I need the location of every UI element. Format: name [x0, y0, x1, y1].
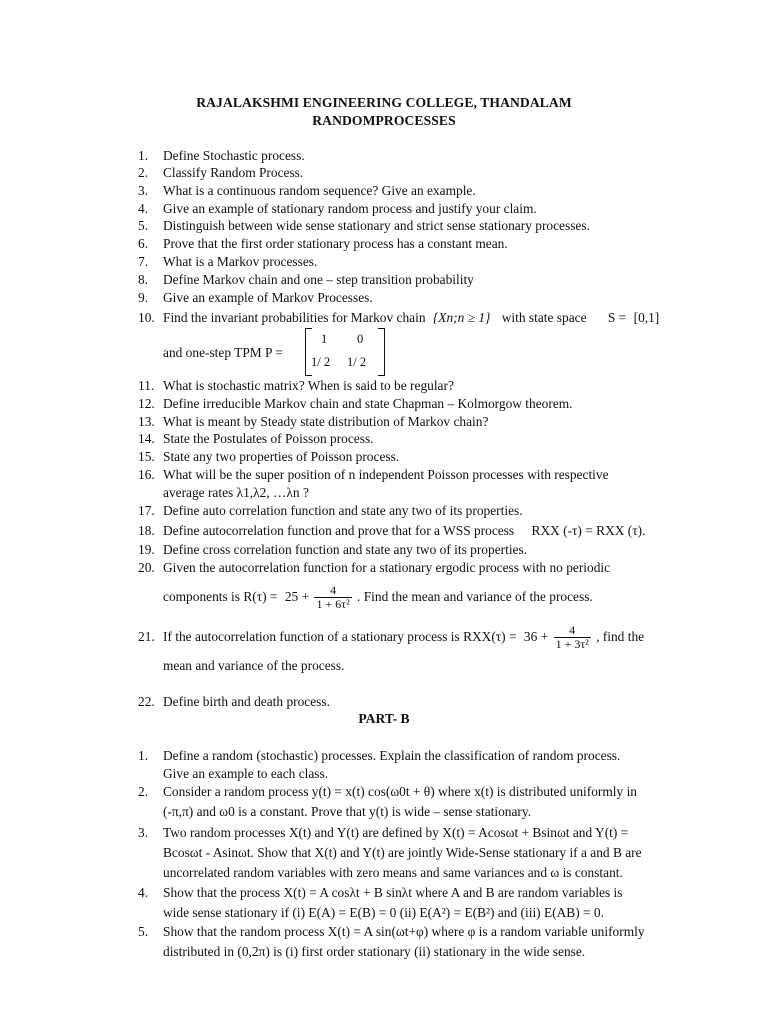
matrix-cell: 1/ 2 — [347, 355, 367, 369]
question-number: 11. — [138, 378, 155, 393]
question-number: 20. — [138, 560, 155, 575]
question-text: If the autocorrelation function of a stationary process is RXX(τ) = — [163, 629, 517, 644]
question-number: 18. — [138, 523, 155, 538]
question-number: 14. — [138, 431, 155, 446]
question-number: 12. — [138, 396, 155, 411]
question-number: 8. — [138, 272, 149, 287]
question-text: State the Postulates of Poisson process. — [163, 431, 374, 446]
state-space-label: S = — [607, 310, 627, 325]
question-number: 9. — [138, 290, 149, 305]
question-number: 4. — [138, 201, 149, 216]
question-number: 6. — [138, 236, 149, 251]
question-text-cont: . Find the mean and variance of the process. — [357, 589, 593, 604]
fraction — [314, 584, 351, 611]
question-number: 3. — [138, 183, 149, 198]
markov-set-expression: {Xn;n ≥ 1} — [432, 310, 491, 325]
question-text: Define a random (stochastic) processes. Explain the classification of random process. — [163, 748, 621, 763]
question-text: Classify Random Process. — [163, 165, 304, 180]
tpm-label: and one-step TPM P = — [163, 345, 283, 360]
fraction — [554, 624, 591, 651]
question-text: components is R(τ) = — [163, 589, 278, 604]
fraction-denominator: 1 + 3τ² — [555, 637, 589, 652]
question-text: Bcosωt - Asinωt. Show that X(t) and Y(t) are jointly Wide-Sense stationary if a and B are — [163, 845, 642, 860]
question-text: What will be the super position of n independent Poisson processes with respective — [163, 467, 609, 482]
tpm-matrix — [305, 328, 385, 376]
question-text: Distinguish between wide sense stationary and strict sense stationary processes. — [163, 218, 590, 233]
question-text-cont: , find the — [596, 629, 645, 644]
question-number: 10. — [138, 310, 155, 325]
question-text: distributed in (0,2π) is (i) first order stationary (ii) stationary in the wide sense. — [163, 944, 586, 959]
fraction-numerator: 4 — [330, 583, 337, 598]
wss-formula: RXX (-τ) = RXX (τ). — [531, 523, 646, 538]
question-text: What is meant by Steady state distribution of Markov chain? — [163, 414, 489, 429]
question-text: Define autocorrelation function and prove that for a WSS process — [163, 523, 515, 538]
question-text: Find the invariant probabilities for Markov chain — [163, 310, 426, 325]
question-text: Given the autocorrelation function for a stationary ergodic process with no periodic — [163, 560, 611, 575]
question-number: 4. — [138, 885, 149, 900]
matrix-cell: 1/ 2 — [311, 355, 331, 369]
question-text: Define Stochastic process. — [163, 148, 305, 163]
question-text: Give an example of stationary random process and justify your claim. — [163, 201, 537, 216]
question-number: 5. — [138, 218, 149, 233]
question-text: What is stochastic matrix? When is said to be regular? — [163, 378, 454, 393]
question-number: 22. — [138, 694, 155, 709]
question-number: 21. — [138, 629, 155, 644]
question-number: 2. — [138, 165, 149, 180]
matrix-cell: 0 — [357, 332, 364, 346]
part-b-heading: PART- B — [358, 711, 410, 726]
question-text: Define cross correlation function and state any two of its properties. — [163, 542, 528, 557]
question-text: Show that the process X(t) = A cosλt + B sinλt where A and B are random variables is — [163, 885, 623, 900]
question-text: What is a continuous random sequence? Give an example. — [163, 183, 476, 198]
question-text: mean and variance of the process. — [163, 658, 345, 673]
question-text: uncorrelated random variables with zero means and same variances and ω is constant. — [163, 865, 623, 880]
question-text: Give an example of Markov Processes. — [163, 290, 373, 305]
college-title: RAJALAKSHMI ENGINEERING COLLEGE, THANDALAM — [196, 95, 572, 110]
formula-constant: 25 + — [284, 589, 310, 604]
question-text: wide sense stationary if (i) E(A) = E(B) = 0 (ii) E(A²) = E(B²) and (iii) E(AB) = 0. — [163, 905, 604, 920]
question-text-cont: with state space — [501, 310, 587, 325]
matrix-cell: 1 — [321, 332, 328, 346]
question-number: 15. — [138, 449, 155, 464]
question-text: Define auto correlation function and state any two of its properties. — [163, 503, 523, 518]
question-number: 5. — [138, 924, 149, 939]
question-number: 17. — [138, 503, 155, 518]
question-text: average rates λ1,λ2, …λn ? — [163, 485, 309, 500]
question-text: Define Markov chain and one – step transition probability — [163, 272, 474, 287]
matrix-right-bracket — [378, 328, 385, 376]
question-number: 16. — [138, 467, 155, 482]
question-text: Define irreducible Markov chain and state Chapman – Kolmorgow theorem. — [163, 396, 573, 411]
question-number: 19. — [138, 542, 155, 557]
question-number: 2. — [138, 784, 149, 799]
question-text: Define birth and death process. — [163, 694, 330, 709]
state-space-value: [0,1] — [633, 310, 660, 325]
fraction-denominator: 1 + 6τ² — [316, 597, 350, 612]
question-text: What is a Markov processes. — [163, 254, 318, 269]
subject-title: RANDOMPROCESSES — [312, 113, 456, 128]
question-number: 13. — [138, 414, 155, 429]
question-text: State any two properties of Poisson process. — [163, 449, 400, 464]
question-text: Prove that the first order stationary process has a constant mean. — [163, 236, 508, 251]
question-number: 1. — [138, 148, 149, 163]
question-text: Give an example to each class. — [163, 766, 329, 781]
question-number: 1. — [138, 748, 149, 763]
question-text: Two random processes X(t) and Y(t) are defined by X(t) = Acosωt + Bsinωt and Y(t) = — [163, 825, 629, 840]
question-number: 3. — [138, 825, 149, 840]
question-text: (-π,π) and ω0 is a constant. Prove that y(t) is wide – sense stationary. — [163, 804, 532, 819]
question-number: 7. — [138, 254, 149, 269]
question-text: Show that the random process X(t) = A sin(ωt+φ) where φ is a random variable uniformly — [163, 924, 645, 939]
question-text: Consider a random process y(t) = x(t) cos(ω0t + θ) where x(t) is distributed uniformly in — [163, 784, 637, 799]
fraction-numerator: 4 — [569, 623, 576, 638]
formula-constant: 36 + — [523, 629, 549, 644]
